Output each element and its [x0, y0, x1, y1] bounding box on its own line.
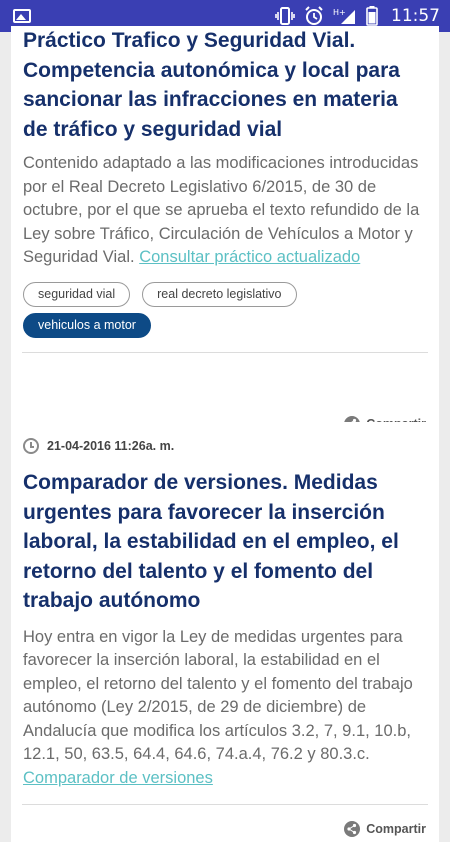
article-body: Hoy entra en vigor la Ley de medidas urgentes para favorecer la inserción laboral, la estabilidad en el empleo, el retorno del talento y el fomento del trabajo autónomo (Ley 2/2015, de 29 de diciembre) de Andalucía que modifica los artículos 3.2, 7, 9.1, 10.b, 12.1, 50, 63.5, 64.4, 64.6, 74.a.4, 76.2 y 80.3.c. — [23, 627, 413, 763]
tag-chip[interactable]: seguridad vial — [23, 282, 130, 307]
article-link[interactable]: Comparador de versiones — [23, 768, 213, 787]
clock-icon — [23, 438, 39, 454]
network-type-label: H+ — [333, 8, 346, 17]
signal-icon — [333, 7, 357, 25]
news-card[interactable] — [11, 422, 439, 842]
share-button[interactable] — [344, 821, 426, 837]
alarm-icon — [304, 6, 324, 26]
divider — [22, 804, 428, 805]
tag-list — [11, 282, 331, 338]
article-body: Contenido adaptado a las modificaciones introducidas por el Real Decreto Legislativo 6/2015, de 30 de octubre, por el que se aprueba el texto refundido de la Ley sobre Tráfico, Circulación de Vehículos a Motor y Seguridad Vial. — [23, 154, 420, 266]
divider — [22, 352, 428, 353]
news-card[interactable] — [11, 26, 439, 440]
article-date: 21-04-2016 11:26a. m. — [47, 439, 175, 453]
image-notification-icon — [13, 9, 31, 23]
article-summary — [11, 626, 439, 791]
news-feed[interactable] — [0, 29, 450, 836]
article-title[interactable]: Práctico Trafico y Seguridad Vial. Competencia autonómica y local para sancionar las infracciones en materia de tráfico y seguridad vial — [23, 29, 400, 141]
vibrate-icon — [275, 7, 295, 25]
tag-chip[interactable]: real decreto legislativo — [142, 282, 296, 307]
tag-chip-selected[interactable]: vehiculos a motor — [23, 313, 151, 338]
article-summary — [11, 152, 439, 270]
article-meta — [11, 437, 439, 455]
clock-time: 11:57 — [391, 6, 440, 26]
battery-icon — [366, 6, 378, 26]
share-icon — [344, 821, 360, 837]
share-label: Compartir — [366, 822, 426, 836]
article-link[interactable]: Consultar práctico actualizado — [139, 248, 361, 266]
article-title[interactable]: Comparador de versiones. Medidas urgentes para favorecer la inserción laboral, la estabilidad en el empleo, el retorno del talento y el fomento del trabajo autónomo — [23, 471, 399, 612]
